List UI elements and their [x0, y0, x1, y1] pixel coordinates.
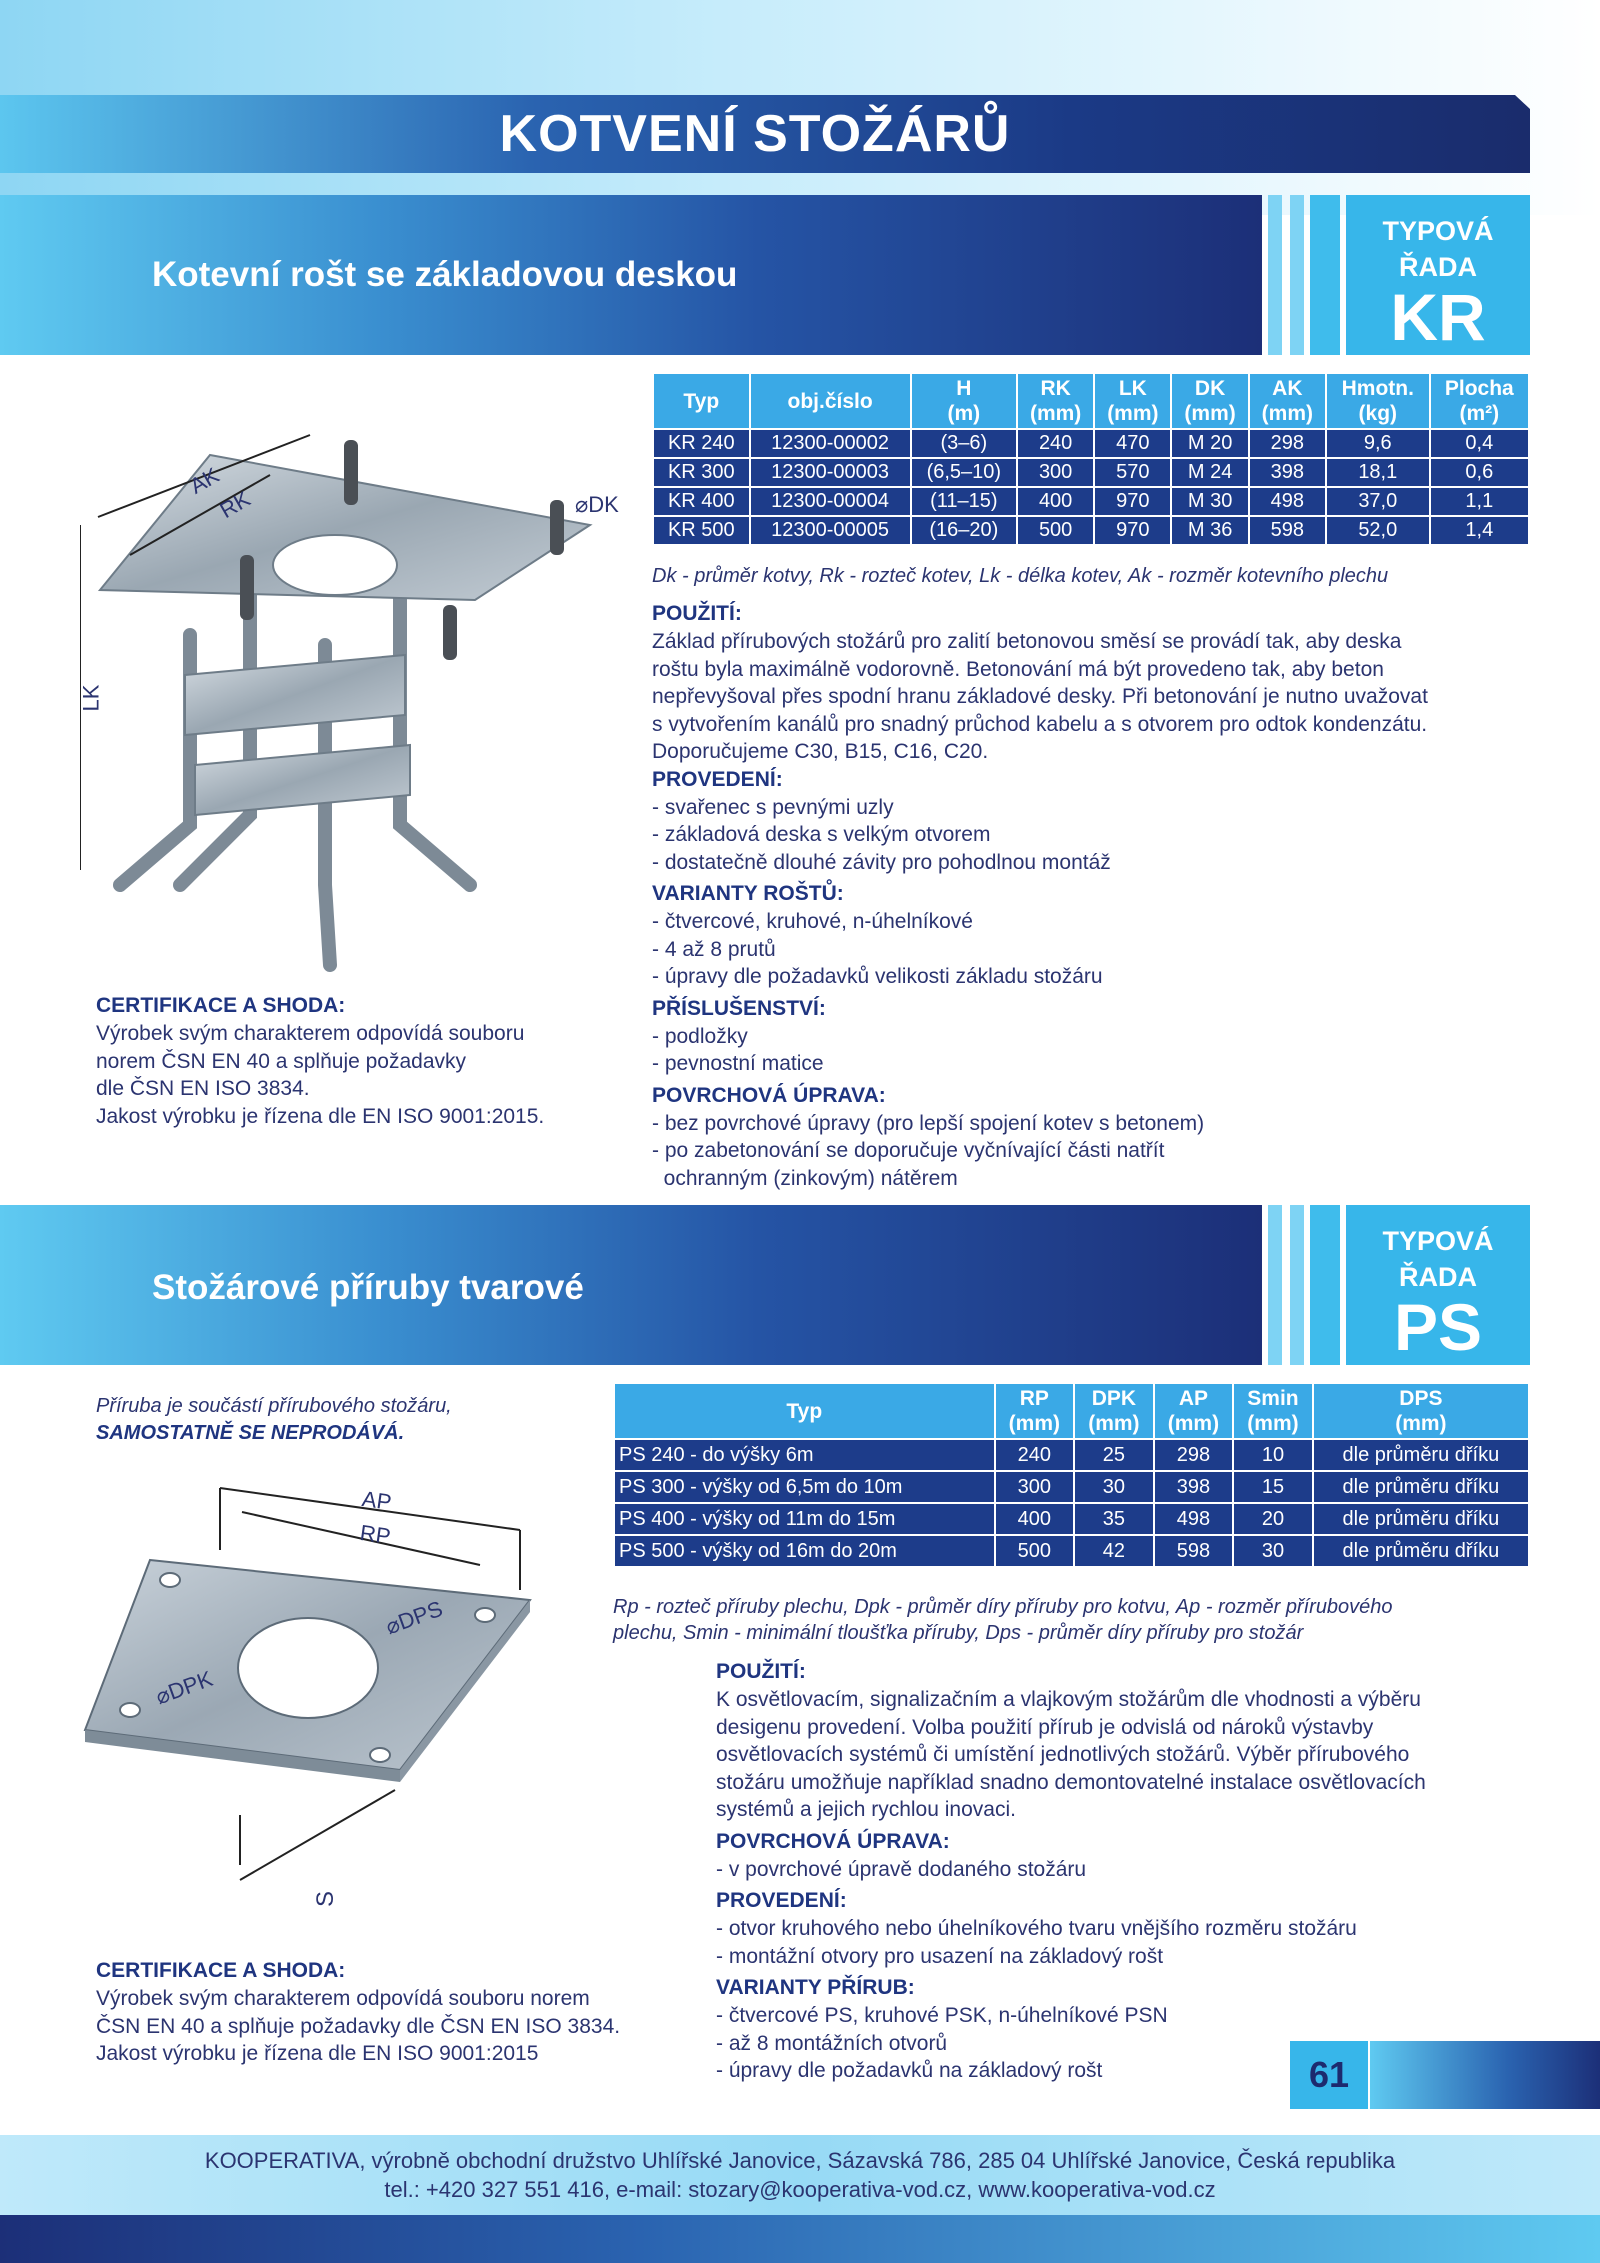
text-line: roštu byla maximálně vodorovně. Betonování má být provedeno tak, aby beton: [652, 657, 1384, 681]
text-line: Výrobek svým charakterem odpovídá souboru: [96, 1022, 525, 1045]
text-line: - pevnostní matice: [652, 1052, 824, 1075]
text-line: - bez povrchové úpravy (pro lepší spojení kotev s betonem): [652, 1111, 1205, 1135]
ps-note-line: Příruba je součástí přírubového stožáru,: [96, 1395, 452, 1417]
table-cell: (16–20): [911, 516, 1017, 545]
kr-banner-stripe: [1268, 195, 1282, 355]
kr-label-lk: LK: [78, 684, 104, 712]
table-cell: M 24: [1171, 458, 1248, 487]
table-header-row: [653, 373, 1529, 429]
table-cell: 400: [995, 1503, 1075, 1535]
table-cell: (3–6): [911, 429, 1017, 458]
kr-provedeni-heading: PROVEDENÍ:: [652, 767, 783, 791]
ps-certification: [96, 1957, 696, 2068]
column-header: Typ: [653, 373, 750, 429]
table-cell: 52,0: [1326, 516, 1430, 545]
table-cell: 300: [1017, 458, 1094, 487]
text-line: - montážní otvory pro usazení na základový rošt: [716, 1944, 1164, 1968]
page-number: 61: [1290, 2041, 1368, 2109]
column-header: Plocha (m²): [1430, 373, 1529, 429]
ps-caption-line: plechu, Smin - minimální tloušťka příruby, Dps - průměr díry příruby pro stožár: [613, 1622, 1304, 1644]
table-cell: KR 400: [653, 487, 750, 516]
table-cell: 1,4: [1430, 516, 1529, 545]
table-cell: 18,1: [1326, 458, 1430, 487]
table-cell: dle průměru dříku: [1313, 1535, 1529, 1567]
table-header-row: [614, 1383, 1529, 1439]
kr-cert-text: [96, 1020, 616, 1130]
text-line: nepřevyšoval přes spodní hranu základové desky. Při betonování je nutno uvažovat: [652, 685, 1428, 708]
ps-surface-heading: POVRCHOVÁ ÚPRAVA:: [716, 1829, 950, 1853]
ps-series-box: [1346, 1205, 1530, 1365]
table-cell: M 36: [1171, 516, 1248, 545]
table-cell: 0,6: [1430, 458, 1529, 487]
table-cell: dle průměru dříku: [1313, 1503, 1529, 1535]
table-cell: 42: [1074, 1535, 1154, 1567]
kr-provedeni-list: [652, 794, 1532, 877]
table-cell: 570: [1094, 458, 1171, 487]
column-header: Hmotn. (kg): [1326, 373, 1430, 429]
ps-label-s: S: [312, 1890, 340, 1908]
ps-note-emphasis: SAMOSTATNĚ SE NEPRODÁVÁ.: [96, 1422, 405, 1444]
series-label: TYPOVÁ: [1382, 1226, 1494, 1256]
table-cell: 500: [1017, 516, 1094, 545]
table-cell: M 30: [1171, 487, 1248, 516]
text-line: - svařenec s pevnými uzly: [652, 795, 894, 819]
series-code: KR: [1390, 280, 1486, 354]
text-line: Základ přírubových stožárů pro zalití betonovou směsí se provádí tak, aby deska: [652, 630, 1402, 653]
bottom-bar: [0, 2215, 1600, 2263]
footer-contact: tel.: +420 327 551 416, e-mail: stozary@kooperativa-vod.cz, www.kooperativa-vod.cz: [384, 2177, 1216, 2202]
kr-surface-heading: POVRCHOVÁ ÚPRAVA:: [652, 1083, 886, 1107]
text-line: ČSN EN 40 a splňuje požadavky dle ČSN EN ISO 3834.: [96, 2014, 621, 2038]
table-cell: 470: [1094, 429, 1171, 458]
ps-surface-list: [716, 1856, 1526, 1884]
text-line: Doporučujeme C30, B15, C16, C20.: [652, 740, 989, 763]
kr-label-dk: ⌀DK: [575, 492, 619, 517]
table-cell: 598: [1249, 516, 1326, 545]
kr-parameters-table: [652, 372, 1530, 546]
table-cell: 1,1: [1430, 487, 1529, 516]
text-line: desigenu provedení. Volba použití přírub je odvislá od nároků výstavby: [716, 1715, 1374, 1739]
table-row: [614, 1471, 1529, 1503]
column-header: AP (mm): [1154, 1383, 1234, 1439]
text-line: - po zabetonování se doporučuje vyčnívající části natřít: [652, 1139, 1165, 1162]
table-cell: 12300-00005: [750, 516, 911, 545]
table-cell: 25: [1074, 1439, 1154, 1471]
table-cell: PS 400 - výšky od 11m do 15m: [614, 1503, 995, 1535]
table-cell: KR 240: [653, 429, 750, 458]
table-row: [653, 487, 1529, 516]
kr-usage-text: [652, 628, 1532, 766]
text-line: - v povrchové úpravě dodaného stožáru: [716, 1857, 1087, 1881]
column-header: RK (mm): [1017, 373, 1094, 429]
page-number-bar: [1370, 2041, 1600, 2109]
kr-label-ak: AK: [185, 462, 224, 499]
kr-certification: [96, 992, 616, 1130]
text-line: norem ČSN EN 40 a splňuje požadavky: [96, 1049, 467, 1073]
table-cell: M 20: [1171, 429, 1248, 458]
table-row: [653, 516, 1529, 545]
table-cell: 498: [1154, 1503, 1234, 1535]
text-line: systémů a jejich rychlou inovaci.: [716, 1798, 1016, 1821]
ps-provedeni-heading: PROVEDENÍ:: [716, 1889, 847, 1912]
table-cell: 15: [1233, 1471, 1313, 1503]
table-cell: PS 240 - do výšky 6m: [614, 1439, 995, 1471]
ps-note: [96, 1393, 452, 1447]
kr-varianty-list: [652, 908, 1532, 991]
text-line: Výrobek svým charakterem odpovídá souboru norem: [96, 1987, 590, 2010]
table-cell: 12300-00002: [750, 429, 911, 458]
column-header: DPK (mm): [1074, 1383, 1154, 1439]
ps-label-ap: AP: [360, 1486, 394, 1515]
column-header: DPS (mm): [1313, 1383, 1529, 1439]
ps-banner-stripe: [1290, 1205, 1304, 1365]
table-cell: 240: [1017, 429, 1094, 458]
kr-banner-stripe: [1290, 195, 1304, 355]
table-cell: 298: [1154, 1439, 1234, 1471]
table-cell: KR 500: [653, 516, 750, 545]
kr-surface-list: [652, 1110, 1532, 1193]
text-line: - dostatečně dlouhé závity pro pohodlnou montáž: [652, 850, 1111, 874]
table-row: [614, 1439, 1529, 1471]
ps-usage-heading: POUŽITÍ:: [716, 1660, 806, 1683]
table-cell: 12300-00004: [750, 487, 911, 516]
table-cell: 0,4: [1430, 429, 1529, 458]
text-line: Jakost výrobku je řízena dle EN ISO 9001:2015.: [96, 1104, 545, 1128]
series-label: ŘADA: [1399, 1262, 1477, 1292]
table-cell: 970: [1094, 487, 1171, 516]
column-header: LK (mm): [1094, 373, 1171, 429]
kr-anchor-grid-diagram: [80, 425, 640, 985]
table-cell: 598: [1154, 1535, 1234, 1567]
kr-cert-heading: CERTIFIKACE A SHODA:: [96, 994, 346, 1017]
series-code: PS: [1393, 1290, 1483, 1364]
column-header: Smin (mm): [1233, 1383, 1313, 1439]
kr-series-box: [1346, 195, 1530, 355]
table-cell: 30: [1074, 1471, 1154, 1503]
text-line: - úpravy dle požadavků velikosti základu stožáru: [652, 965, 1103, 988]
kr-accessories-list: [652, 1023, 1532, 1078]
ps-cert-heading: CERTIFIKACE A SHODA:: [96, 1959, 346, 1982]
table-row: [614, 1535, 1529, 1567]
kr-accessories-heading: PŘÍSLUŠENSTVÍ:: [652, 996, 826, 1020]
table-cell: 9,6: [1326, 429, 1430, 458]
text-line: - až 8 montážních otvorů: [716, 2031, 948, 2055]
ps-label-rp: RP: [358, 1519, 393, 1550]
page-title: KOTVENÍ STOŽÁRŮ: [499, 105, 1011, 163]
ps-parameters-table: [613, 1382, 1530, 1568]
text-line: - základová deska s velkým otvorem: [652, 823, 991, 846]
text-line: - 4 až 8 prutů: [652, 937, 776, 961]
table-cell: 498: [1249, 487, 1326, 516]
table-cell: 298: [1249, 429, 1326, 458]
table-cell: 12300-00003: [750, 458, 911, 487]
table-cell: 37,0: [1326, 487, 1430, 516]
ps-table-caption: [613, 1594, 1393, 1646]
table-row: [614, 1503, 1529, 1535]
text-line: - čtvercové, kruhové, n-úhelníkové: [652, 910, 973, 933]
table-cell: 970: [1094, 516, 1171, 545]
ps-banner-stripe: [1268, 1205, 1282, 1365]
kr-table-caption: Dk - průměr kotvy, Rk - rozteč kotev, Lk - délka kotev, Ak - rozměr kotevního plechu: [652, 565, 1389, 587]
kr-section-title: Kotevní rošt se základovou deskou: [152, 255, 738, 294]
table-cell: 240: [995, 1439, 1075, 1471]
text-line: K osvětlovacím, signalizačním a vlajkovým stožárům dle vhodnosti a výběru: [716, 1688, 1421, 1711]
series-label: TYPOVÁ: [1382, 216, 1494, 246]
ps-label-dpk: ⌀DPK: [152, 1665, 216, 1710]
table-cell: 10: [1233, 1439, 1313, 1471]
table-cell: 300: [995, 1471, 1075, 1503]
table-cell: 30: [1233, 1535, 1313, 1567]
column-header: DK (mm): [1171, 373, 1248, 429]
ps-flange-diagram: [80, 1470, 560, 1930]
kr-text-column: [652, 600, 1532, 1192]
table-cell: (6,5–10): [911, 458, 1017, 487]
text-line: s vytvořením kanálů pro snadný průchod kabelu a s otvorem pro odtok kondenzátu.: [652, 712, 1428, 736]
text-line: osvětlovacích systémů či umístění jednotlivých stožárů. Výběr přírubového: [716, 1743, 1410, 1766]
table-cell: 35: [1074, 1503, 1154, 1535]
table-cell: 20: [1233, 1503, 1313, 1535]
ps-caption-line: Rp - rozteč příruby plechu, Dpk - průměr díry příruby pro kotvu, Ap - rozměr přírubového: [613, 1596, 1393, 1618]
ps-provedeni-list: [716, 1915, 1526, 1970]
ps-cert-text: [96, 1985, 696, 2068]
ps-text-column: [716, 1658, 1526, 2085]
footer-address: KOOPERATIVA, výrobně obchodní družstvo Uhlířské Janovice, Sázavská 786, 285 04 Uhlířské Janovice, Česká republika: [204, 2148, 1396, 2173]
series-label: ŘADA: [1399, 252, 1477, 282]
table-cell: 500: [995, 1535, 1075, 1567]
kr-label-rk: RK: [215, 486, 255, 524]
kr-usage-heading: POUŽITÍ:: [652, 602, 742, 625]
ps-label-dps: ⌀DPS: [382, 1595, 446, 1640]
kr-banner-stripe: [1310, 195, 1340, 355]
text-line: ochranným (zinkovým) nátěrem: [652, 1166, 958, 1190]
column-header: RP (mm): [995, 1383, 1075, 1439]
table-cell: PS 500 - výšky od 16m do 20m: [614, 1535, 995, 1567]
text-line: - podložky: [652, 1024, 748, 1048]
table-cell: dle průměru dříku: [1313, 1471, 1529, 1503]
kr-varianty-heading: VARIANTY ROŠTŮ:: [652, 882, 844, 905]
ps-section-title: Stožárové příruby tvarové: [152, 1268, 584, 1307]
table-cell: PS 300 - výšky od 6,5m do 10m: [614, 1471, 995, 1503]
table-cell: dle průměru dříku: [1313, 1439, 1529, 1471]
ps-usage-text: [716, 1686, 1526, 1824]
ps-varianty-heading: VARIANTY PŘÍRUB:: [716, 1976, 915, 1999]
text-line: - otvor kruhového nebo úhelníkového tvaru vnějšího rozměru stožáru: [716, 1917, 1357, 1940]
table-cell: 400: [1017, 487, 1094, 516]
text-line: - úpravy dle požadavků na základový rošt: [716, 2059, 1103, 2082]
column-header: Typ: [614, 1383, 995, 1439]
text-line: - čtvercové PS, kruhové PSK, n-úhelníkové PSN: [716, 2004, 1168, 2027]
column-header: obj.číslo: [750, 373, 911, 429]
table-cell: 398: [1154, 1471, 1234, 1503]
ps-banner-stripe: [1310, 1205, 1340, 1365]
column-header: AK (mm): [1249, 373, 1326, 429]
table-row: [653, 458, 1529, 487]
table-cell: 398: [1249, 458, 1326, 487]
table-row: [653, 429, 1529, 458]
column-header: H (m): [911, 373, 1017, 429]
footer: [0, 2135, 1600, 2215]
table-cell: (11–15): [911, 487, 1017, 516]
table-cell: KR 300: [653, 458, 750, 487]
text-line: dle ČSN EN ISO 3834.: [96, 1077, 310, 1100]
text-line: Jakost výrobku je řízena dle EN ISO 9001:2015: [96, 2042, 539, 2065]
text-line: stožáru umožňuje například snadno demontovatelné instalace osvětlovacích: [716, 1770, 1426, 1794]
